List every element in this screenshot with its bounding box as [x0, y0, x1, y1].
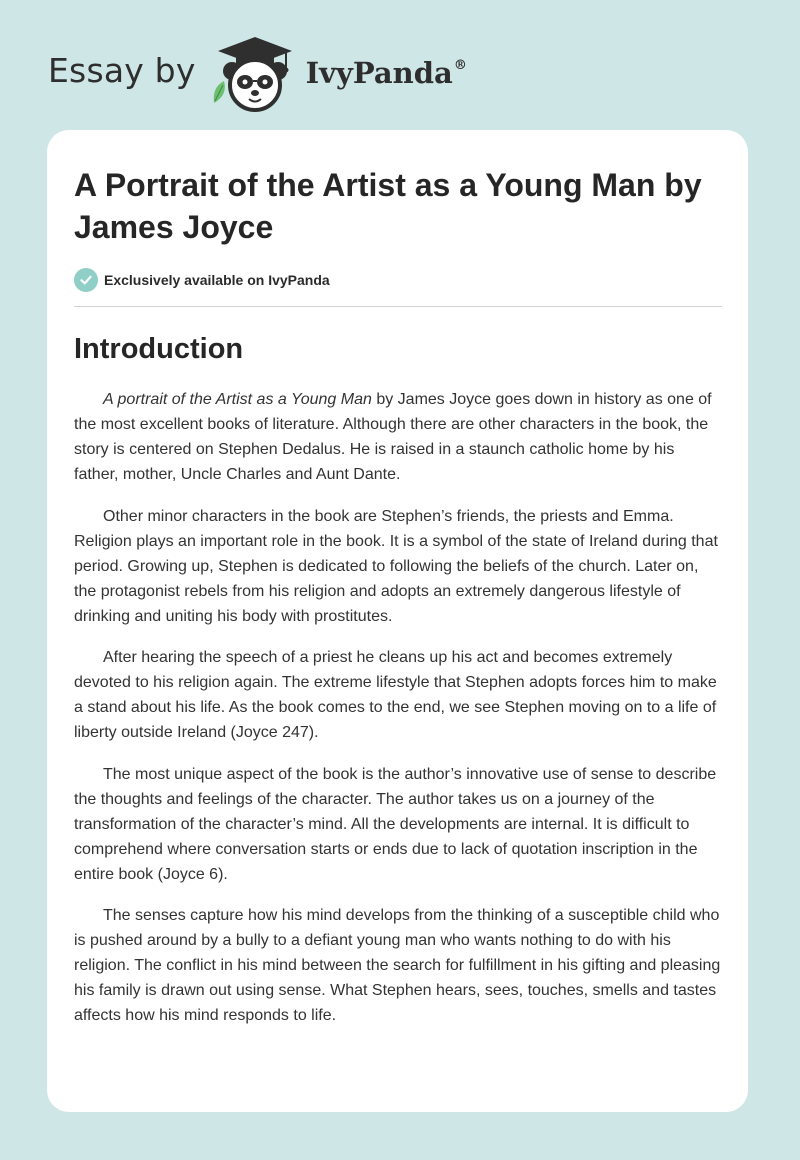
- paragraph: After hearing the speech of a priest he cleans up his act and becomes extremely devoted to his religion again. The extreme lifestyle that Stephen adopts forces him to make a stand about his life. As the book comes to the end, we see Stephen moving on to a life of liberty outside Ireland (Joyce 247).: [74, 649, 717, 741]
- registered-mark: ®: [453, 58, 467, 73]
- brand-name[interactable]: [306, 56, 467, 90]
- paragraph-text: by James Joyce goes down in history as one of the most excellent books of literature. Although there are other characters in the book, the story is centered on Stephen Dedalus. He is raised in a staunch catholic home by his father, mother, Uncle Charles and Aunt Dante.: [74, 391, 712, 483]
- brand-text: IvyPanda: [305, 56, 453, 90]
- document-card: [47, 130, 748, 1112]
- book-title-italic: A portrait of the Artist as a Young Man: [103, 391, 372, 408]
- check-icon: [74, 268, 98, 292]
- panda-graduation-cap-icon[interactable]: [210, 35, 300, 113]
- paragraph: The senses capture how his mind develops from the thinking of a susceptible child who is pushed around by a bully to a defiant young man who wants nothing to do with his religion. The conflict in his mind between the search for fulfillment in his gifting and pleasing his family is drawn out using sense. What Stephen hears, sees, touches, smells and tastes affects how his mind responds to life.: [74, 907, 721, 1024]
- badge-label: Exclusively available on IvyPanda: [104, 272, 330, 288]
- paragraph: [74, 387, 722, 487]
- page-title: A Portrait of the Artist as a Young Man by James Joyce: [74, 167, 702, 245]
- essay-by-label: Essay by: [48, 50, 196, 90]
- paragraph: The most unique aspect of the book is the author’s innovative use of sense to describe the thoughts and feelings of the character. The author takes us on a journey of the transformation of the character’s mind. All the developments are internal. It is difficult to comprehend where conversation starts or ends due to lack of quotation inscription in the entire book (Joyce 6).: [74, 765, 717, 883]
- exclusive-badge: [74, 266, 722, 294]
- divider: [74, 306, 722, 307]
- site-header: [48, 34, 548, 114]
- paragraph: Other minor characters in the book are Stephen’s friends, the priests and Emma. Religion plays an important role in the book. It is a symbol of the state of Ireland during that period. Growing up, Stephen is dedicated to following the beliefs of the church. Later on, the protagonist rebels from his religion and adopts an extremely dangerous lifestyle of drinking and uniting his body with prostitutes.: [74, 507, 718, 625]
- section-heading: Introduction: [74, 333, 244, 365]
